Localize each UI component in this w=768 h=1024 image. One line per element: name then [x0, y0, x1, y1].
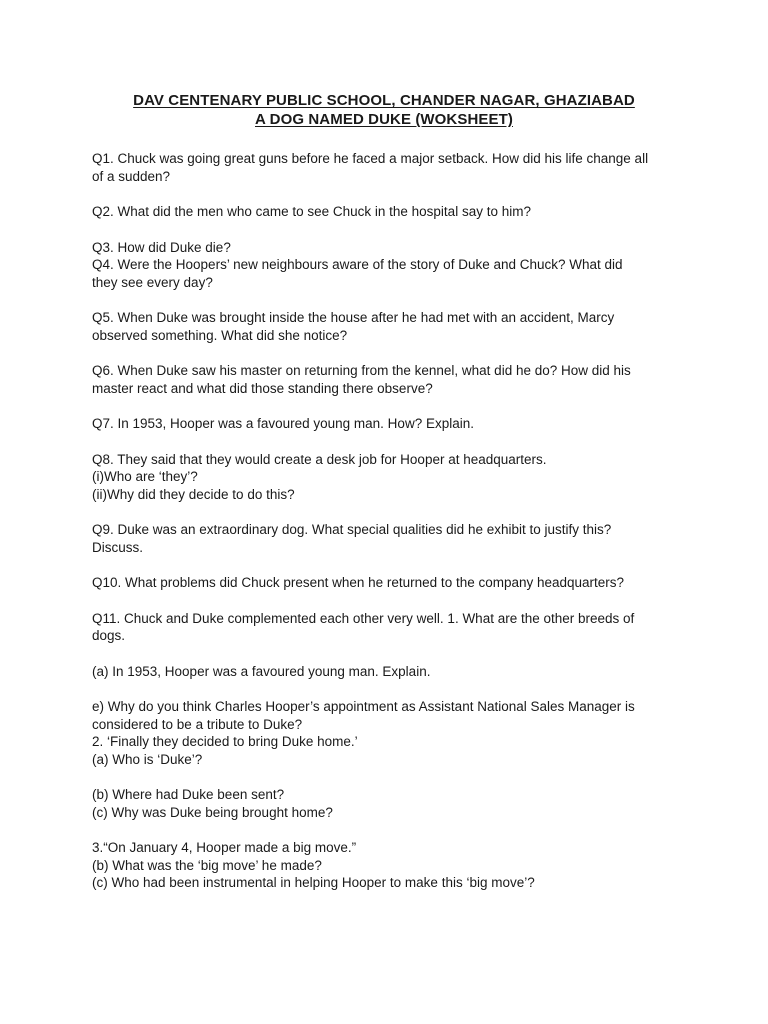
question-line: 2. ‘Finally they decided to bring Duke home.’ — [92, 734, 358, 749]
question-block — [92, 610, 682, 645]
question-line: Q4. Were the Hoopers’ new neighbours aware of the story of Duke and Chuck? What did — [92, 257, 623, 272]
question-block — [92, 203, 682, 221]
question-line: observed something. What did she notice? — [92, 327, 348, 343]
question-line: they see every day? — [92, 274, 213, 290]
question-line: e) Why do you think Charles Hooper’s appointment as Assistant National Sales Manager is — [92, 699, 635, 714]
worksheet-title: A DOG NAMED DUKE (WOKSHEET) — [255, 111, 513, 128]
question-line: dogs. — [92, 628, 126, 643]
question-block — [92, 839, 682, 892]
question-line: Q10. What problems did Chuck present when he returned to the company headquarters? — [92, 575, 625, 590]
question-block — [92, 150, 682, 185]
question-line: of a sudden? — [92, 168, 171, 184]
question-block — [92, 256, 682, 291]
question-line: Q11. Chuck and Duke complemented each other very well. 1. What are the other breeds of — [92, 610, 635, 626]
question-line: Q1. Chuck was going great guns before he faced a major setback. How did his life change all — [92, 151, 649, 166]
question-line: considered to be a tribute to Duke? — [92, 716, 303, 732]
question-block — [92, 663, 682, 681]
question-block — [92, 521, 682, 556]
question-block — [92, 786, 682, 821]
question-block — [92, 362, 682, 397]
question-line: (c) Why was Duke being brought home? — [92, 804, 333, 820]
school-name: DAV CENTENARY PUBLIC SCHOOL, CHANDER NAGAR, GHAZIABAD — [133, 92, 635, 109]
question-line: (b) Where had Duke been sent? — [92, 787, 285, 802]
question-line: master react and what did those standing there observe? — [92, 380, 433, 396]
question-line: Q8. They said that they would create a desk job for Hooper at headquarters. — [92, 451, 547, 467]
question-block — [92, 415, 682, 433]
question-block — [92, 239, 682, 257]
question-block — [92, 451, 682, 504]
question-line: Q2. What did the men who came to see Chuck in the hospital say to him? — [92, 204, 531, 219]
question-line: (a) In 1953, Hooper was a favoured young man. Explain. — [92, 663, 431, 679]
question-line: 3.“On January 4, Hooper made a big move.” — [92, 840, 357, 855]
question-line: Q9. Duke was an extraordinary dog. What special qualities did he exhibit to justify this? — [92, 522, 612, 537]
question-line: (i)Who are ‘they’? — [92, 469, 198, 484]
question-line: Q6. When Duke saw his master on returning from the kennel, what did he do? How did his — [92, 363, 631, 378]
question-line: Q5. When Duke was brought inside the house after he had met with an accident, Marcy — [92, 310, 615, 325]
question-line: (ii)Why did they decide to do this? — [92, 486, 295, 502]
worksheet-header — [0, 91, 768, 129]
question-block — [92, 309, 682, 344]
question-block — [92, 698, 682, 768]
question-list — [92, 150, 682, 910]
question-line: (a) Who is ‘Duke’? — [92, 751, 203, 767]
question-block — [92, 574, 682, 592]
question-line: Discuss. — [92, 539, 144, 555]
question-line: Q7. In 1953, Hooper was a favoured young man. How? Explain. — [92, 416, 474, 431]
question-line: (c) Who had been instrumental in helping Hooper to make this ‘big move’? — [92, 875, 535, 890]
question-line: (b) What was the ‘big move’ he made? — [92, 857, 322, 873]
question-line: Q3. How did Duke die? — [92, 239, 231, 255]
